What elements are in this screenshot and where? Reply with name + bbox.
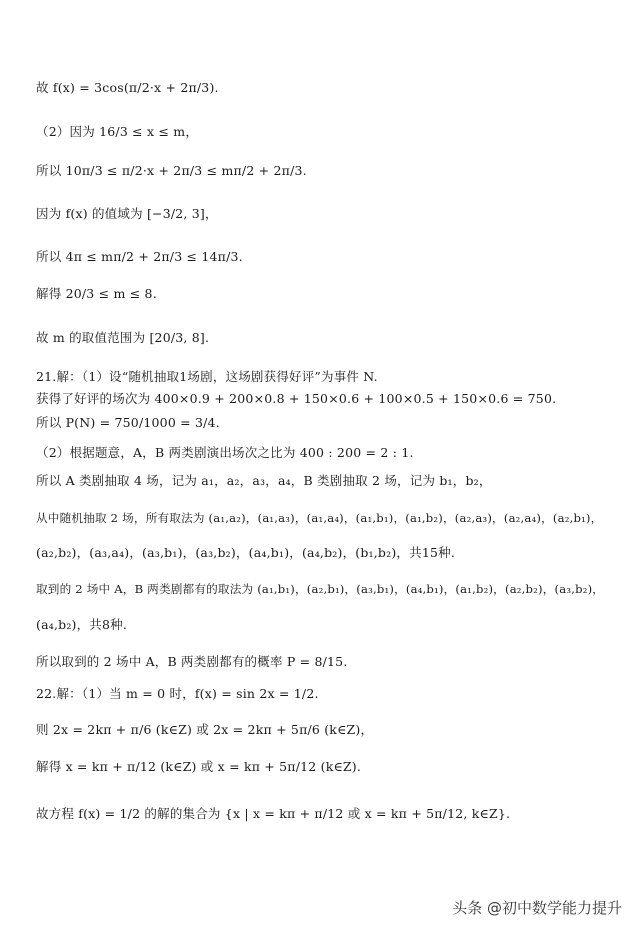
solution-line-7: 故 m 的取值范围为 [20/3, 8].: [36, 330, 210, 345]
solution-line-19: 则 2x = 2kπ + π/6 (k∈Z) 或 2x = 2kπ + 5π/6 (k∈Z)，: [36, 722, 374, 737]
problem-21-heading: 21.解：（1）设“随机抽取1场剧，这场剧获得好评”为事件 N.: [36, 369, 378, 384]
solution-line-3: 所以 10π/3 ≤ π/2·x + 2π/3 ≤ mπ/2 + 2π/3.: [36, 163, 307, 178]
solution-line-14: (a₂,b₂)，(a₃,a₄)，(a₃,b₁)，(a₃,b₂)，(a₄,b₁)，(a₄,b₂)，(b₁,b₂)，共15种.: [36, 545, 455, 560]
solution-line-20: 解得 x = kπ + π/12 (k∈Z) 或 x = kπ + 5π/12 (k∈Z).: [36, 759, 362, 774]
solution-line-21: 故方程 f(x) = 1/2 的解的集合为 {x | x = kπ + π/12 或 x = kπ + 5π/12, k∈Z}.: [36, 806, 511, 821]
solution-line-6: 解得 20/3 ≤ m ≤ 8.: [36, 286, 157, 301]
watermark: 头条 @初中数学能力提升: [452, 899, 622, 917]
solution-line-5: 所以 4π ≤ mπ/2 + 2π/3 ≤ 14π/3.: [36, 249, 243, 264]
solution-line-9: 获得了好评的场次为 400×0.9 + 200×0.8 + 150×0.6 + 100×0.5 + 150×0.6 = 750.: [36, 391, 557, 406]
solution-line-11: （2）根据题意，A，B 两类剧演出场次之比为 400 : 200 = 2 : 1.: [36, 445, 414, 460]
solution-line-15: 取到的 2 场中 A，B 两类剧都有的取法为 (a₁,b₁)，(a₂,b₁)，(a₃,b₁)，(a₄,b₁)，(a₁,b₂)，(a₂,b₂)，(a₃,b₂)，: [36, 582, 605, 596]
problem-22-heading: 22.解：（1）当 m = 0 时，f(x) = sin 2x = 1/2.: [36, 686, 319, 701]
solution-line-1: 故 f(x) = 3cos(π/2·x + 2π/3).: [36, 80, 219, 95]
solution-line-17: 所以取到的 2 场中 A，B 两类剧都有的概率 P = 8/15.: [36, 654, 348, 669]
solution-line-13: 从中随机抽取 2 场，所有取法为 (a₁,a₂)，(a₁,a₃)，(a₁,a₄)，(a₁,b₁)，(a₁,b₂)，(a₂,a₃)，(a₂,a₄)，(a₂,b₁)，: [36, 511, 603, 525]
solution-line-2: （2）因为 16/3 ≤ x ≤ m，: [36, 124, 199, 139]
solution-line-16: (a₄,b₂)，共8种.: [36, 617, 128, 632]
solution-line-4: 因为 f(x) 的值域为 [−3/2, 3]，: [36, 206, 218, 221]
solution-line-10: 所以 P(N) = 750/1000 = 3/4.: [36, 415, 220, 430]
solution-line-12: 所以 A 类剧抽取 4 场，记为 a₁，a₂，a₃，a₄，B 类剧抽取 2 场，记为 b₁，b₂，: [36, 473, 492, 488]
